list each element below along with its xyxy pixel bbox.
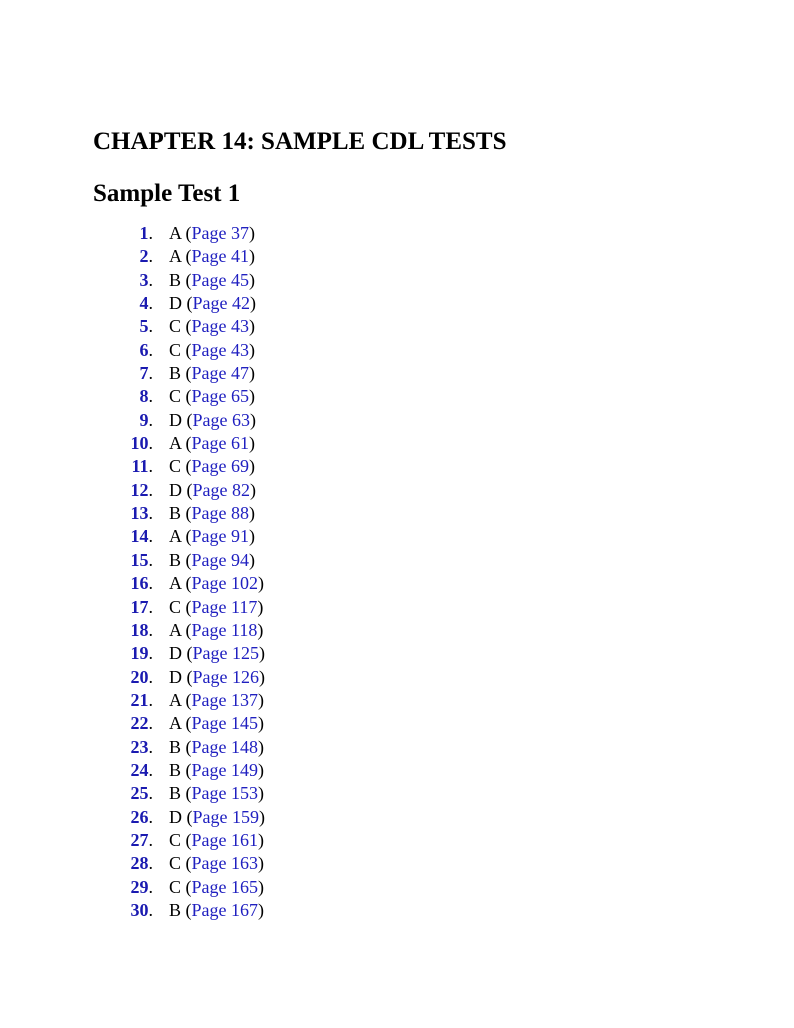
answer-number-period: . bbox=[148, 853, 153, 874]
close-paren: ) bbox=[249, 433, 256, 454]
open-paren: ( bbox=[181, 713, 192, 734]
answer-number-period: . bbox=[148, 503, 153, 524]
answer-body bbox=[169, 899, 264, 922]
answer-body bbox=[169, 782, 264, 805]
page-reference-link[interactable]: Page 118 bbox=[191, 619, 258, 640]
open-paren: ( bbox=[181, 853, 192, 874]
answer-letter: B bbox=[169, 549, 182, 570]
close-paren: ) bbox=[258, 713, 265, 734]
open-paren: ( bbox=[181, 736, 192, 757]
answer-number-period: . bbox=[148, 316, 153, 337]
page-reference-link[interactable]: Page 125 bbox=[192, 643, 259, 664]
answer-number-period: . bbox=[148, 806, 153, 827]
open-paren: ( bbox=[181, 526, 192, 547]
answer-body bbox=[169, 385, 255, 408]
answer-number-period: . bbox=[148, 269, 153, 290]
answer-number-marker bbox=[73, 269, 153, 292]
answer-letter: D bbox=[169, 293, 182, 314]
answer-number-period: . bbox=[148, 829, 153, 850]
open-paren: ( bbox=[181, 689, 192, 710]
answer-number: 29 bbox=[130, 876, 149, 897]
close-paren: ) bbox=[258, 573, 265, 594]
open-paren: ( bbox=[181, 269, 192, 290]
open-paren: ( bbox=[181, 386, 192, 407]
answer-number-period: . bbox=[148, 573, 153, 594]
answer-body bbox=[169, 362, 255, 385]
answer-number: 2 bbox=[139, 246, 149, 267]
answer-letter: D bbox=[169, 806, 182, 827]
answer-number-marker bbox=[73, 852, 153, 875]
answer-number: 3 bbox=[139, 269, 149, 290]
answer-letter: C bbox=[169, 339, 182, 360]
page-reference-link[interactable]: Page 117 bbox=[191, 596, 258, 617]
answer-number: 22 bbox=[130, 713, 149, 734]
answer-number: 30 bbox=[130, 899, 149, 920]
open-paren: ( bbox=[181, 433, 192, 454]
answer-body bbox=[169, 852, 264, 875]
answer-number-marker bbox=[73, 596, 153, 619]
answer-body bbox=[169, 432, 255, 455]
answer-body bbox=[169, 666, 265, 689]
close-paren: ) bbox=[249, 549, 256, 570]
open-paren: ( bbox=[182, 643, 193, 664]
page-reference-link[interactable]: Page 65 bbox=[191, 386, 250, 407]
page-reference-link[interactable]: Page 145 bbox=[191, 713, 259, 734]
close-paren: ) bbox=[249, 316, 256, 337]
answer-number-marker bbox=[73, 385, 153, 408]
answer-letter: A bbox=[169, 573, 182, 594]
answer-letter: D bbox=[169, 479, 182, 500]
answer-number-marker bbox=[73, 455, 153, 478]
answer-letter: C bbox=[169, 876, 182, 897]
answer-body bbox=[169, 572, 264, 595]
answer-number-marker bbox=[73, 759, 153, 782]
answer-number-period: . bbox=[148, 246, 153, 267]
page-reference-link[interactable]: Page 161 bbox=[191, 829, 259, 850]
close-paren: ) bbox=[258, 759, 265, 780]
page-reference-link[interactable]: Page 45 bbox=[191, 269, 250, 290]
answer-number-period: . bbox=[148, 713, 153, 734]
answer-number-marker bbox=[73, 619, 153, 642]
answer-letter: C bbox=[169, 316, 182, 337]
answer-number: 8 bbox=[139, 386, 149, 407]
answer-number: 6 bbox=[139, 339, 149, 360]
answer-number-period: . bbox=[148, 409, 153, 430]
answer-body bbox=[169, 806, 265, 829]
close-paren: ) bbox=[259, 806, 265, 827]
page-reference-link[interactable]: Page 91 bbox=[191, 526, 250, 547]
close-paren: ) bbox=[257, 619, 264, 640]
answer-number: 20 bbox=[130, 666, 149, 687]
answer-number: 21 bbox=[130, 689, 149, 710]
close-paren: ) bbox=[250, 479, 256, 500]
open-paren: ( bbox=[181, 503, 192, 524]
answer-number-marker bbox=[73, 642, 153, 665]
answer-number: 28 bbox=[130, 853, 149, 874]
answer-letter: A bbox=[169, 526, 182, 547]
open-paren: ( bbox=[181, 876, 192, 897]
close-paren: ) bbox=[258, 853, 265, 874]
page-reference-link[interactable]: Page 126 bbox=[192, 666, 259, 687]
open-paren: ( bbox=[181, 246, 192, 267]
answer-number: 23 bbox=[130, 736, 149, 757]
open-paren: ( bbox=[181, 899, 192, 920]
answer-body bbox=[169, 736, 264, 759]
open-paren: ( bbox=[182, 806, 193, 827]
answer-number-period: . bbox=[148, 223, 153, 243]
answer-number-period: . bbox=[148, 549, 153, 570]
answer-number: 25 bbox=[130, 783, 149, 804]
answer-body bbox=[169, 619, 263, 642]
answer-body bbox=[169, 712, 264, 735]
answer-letter: A bbox=[169, 246, 182, 267]
page-reference-link[interactable]: Page 43 bbox=[191, 339, 250, 360]
answer-body bbox=[169, 759, 264, 782]
answer-number: 15 bbox=[130, 549, 149, 570]
open-paren: ( bbox=[181, 783, 192, 804]
answer-number-period: . bbox=[148, 456, 153, 477]
answer-number-period: . bbox=[148, 386, 153, 407]
close-paren: ) bbox=[257, 596, 264, 617]
page-reference-link[interactable]: Page 42 bbox=[192, 293, 250, 314]
answer-number: 9 bbox=[139, 409, 149, 430]
answer-number-marker bbox=[73, 876, 153, 899]
answer-number-marker bbox=[73, 245, 153, 268]
answer-number: 12 bbox=[130, 479, 149, 500]
close-paren: ) bbox=[259, 643, 265, 664]
answer-number: 16 bbox=[130, 573, 149, 594]
answer-body bbox=[169, 455, 255, 478]
answer-number-period: . bbox=[148, 643, 153, 664]
answer-number: 11 bbox=[131, 456, 149, 477]
answer-number-period: . bbox=[148, 526, 153, 547]
page-reference-link[interactable]: Page 148 bbox=[191, 736, 259, 757]
answer-body bbox=[169, 339, 255, 362]
answer-letter: C bbox=[169, 853, 182, 874]
page-reference-link[interactable]: Page 43 bbox=[191, 316, 250, 337]
answer-number-marker bbox=[73, 432, 153, 455]
answer-number-marker bbox=[73, 222, 153, 245]
answer-number-marker bbox=[73, 572, 153, 595]
answer-number: 27 bbox=[130, 829, 149, 850]
page-reference-link[interactable]: Page 167 bbox=[191, 899, 259, 920]
answer-letter: C bbox=[169, 456, 182, 477]
answer-letter: B bbox=[169, 363, 182, 384]
answer-body bbox=[169, 269, 255, 292]
answer-number-marker bbox=[73, 292, 153, 315]
answer-number-marker bbox=[73, 689, 153, 712]
answer-body bbox=[169, 876, 264, 899]
answer-number-period: . bbox=[148, 736, 153, 757]
answer-number-marker bbox=[73, 362, 153, 385]
close-paren: ) bbox=[249, 526, 256, 547]
open-paren: ( bbox=[181, 619, 192, 640]
close-paren: ) bbox=[249, 246, 256, 267]
page-reference-link[interactable]: Page 47 bbox=[191, 363, 250, 384]
answer-letter: D bbox=[169, 643, 182, 664]
close-paren: ) bbox=[258, 689, 265, 710]
close-paren: ) bbox=[258, 876, 265, 897]
open-paren: ( bbox=[181, 363, 192, 384]
page-reference-link[interactable]: Page 41 bbox=[191, 246, 250, 267]
page-reference-link[interactable]: Page 137 bbox=[191, 689, 259, 710]
answer-number: 1 bbox=[139, 223, 149, 243]
answer-body bbox=[169, 479, 256, 502]
page-reference-link[interactable]: Page 163 bbox=[191, 853, 259, 874]
answer-body bbox=[169, 549, 255, 572]
answer-body bbox=[169, 642, 265, 665]
answer-number-period: . bbox=[148, 689, 153, 710]
page-reference-link[interactable]: Page 63 bbox=[192, 409, 250, 430]
answer-number-period: . bbox=[148, 433, 153, 454]
answer-number: 10 bbox=[130, 433, 149, 454]
answer-letter: B bbox=[169, 736, 182, 757]
answer-body bbox=[169, 525, 255, 548]
answer-body bbox=[169, 409, 256, 432]
close-paren: ) bbox=[249, 503, 256, 524]
open-paren: ( bbox=[181, 759, 192, 780]
open-paren: ( bbox=[181, 596, 192, 617]
answer-number-marker bbox=[73, 339, 153, 362]
answer-number-period: . bbox=[148, 619, 153, 640]
answer-number: 24 bbox=[130, 759, 149, 780]
page-reference-link[interactable]: Page 37 bbox=[191, 223, 250, 243]
answer-letter: A bbox=[169, 619, 182, 640]
answer-number: 18 bbox=[130, 619, 149, 640]
page-reference-link[interactable]: Page 94 bbox=[191, 549, 250, 570]
close-paren: ) bbox=[249, 339, 256, 360]
answer-number-marker bbox=[73, 736, 153, 759]
answer-letter: B bbox=[169, 759, 182, 780]
answer-number-period: . bbox=[148, 479, 153, 500]
answer-number-period: . bbox=[148, 293, 153, 314]
close-paren: ) bbox=[249, 269, 256, 290]
answer-body bbox=[169, 222, 255, 245]
answer-letter: D bbox=[169, 666, 182, 687]
close-paren: ) bbox=[249, 223, 256, 243]
section-title: Sample Test 1 bbox=[93, 180, 241, 207]
answer-number-period: . bbox=[148, 363, 153, 384]
answer-letter: D bbox=[169, 409, 182, 430]
page-reference-link[interactable]: Page 149 bbox=[191, 759, 259, 780]
open-paren: ( bbox=[181, 573, 192, 594]
page-reference-link[interactable]: Page 69 bbox=[191, 456, 250, 477]
answer-number: 4 bbox=[139, 293, 149, 314]
page-reference-link[interactable]: Page 61 bbox=[191, 433, 250, 454]
answer-number-marker bbox=[73, 525, 153, 548]
answer-number-marker bbox=[73, 315, 153, 338]
chapter-title: CHAPTER 14: SAMPLE CDL TESTS bbox=[93, 128, 507, 155]
answer-number-marker bbox=[73, 409, 153, 432]
answer-number: 17 bbox=[130, 596, 149, 617]
open-paren: ( bbox=[181, 456, 192, 477]
answer-number-marker bbox=[73, 666, 153, 689]
answer-letter: A bbox=[169, 433, 182, 454]
close-paren: ) bbox=[250, 409, 256, 430]
close-paren: ) bbox=[249, 386, 256, 407]
open-paren: ( bbox=[182, 479, 193, 500]
answer-number-period: . bbox=[148, 876, 153, 897]
page-reference-link[interactable]: Page 153 bbox=[191, 783, 259, 804]
open-paren: ( bbox=[181, 549, 192, 570]
open-paren: ( bbox=[181, 829, 192, 850]
answer-letter: A bbox=[169, 223, 182, 243]
answer-number: 13 bbox=[130, 503, 149, 524]
close-paren: ) bbox=[258, 783, 265, 804]
page-reference-link[interactable]: Page 82 bbox=[192, 479, 250, 500]
open-paren: ( bbox=[181, 223, 192, 243]
answer-number: 14 bbox=[130, 526, 149, 547]
open-paren: ( bbox=[182, 666, 193, 687]
answer-number: 26 bbox=[130, 806, 149, 827]
answer-number-period: . bbox=[148, 339, 153, 360]
answer-number-marker bbox=[73, 549, 153, 572]
answer-body bbox=[169, 596, 263, 619]
answer-body bbox=[169, 315, 255, 338]
answer-number-marker bbox=[73, 479, 153, 502]
open-paren: ( bbox=[181, 316, 192, 337]
page-reference-link[interactable]: Page 165 bbox=[191, 876, 259, 897]
open-paren: ( bbox=[182, 409, 193, 430]
answer-body bbox=[169, 829, 264, 852]
answer-number-period: . bbox=[148, 759, 153, 780]
answer-number-marker bbox=[73, 782, 153, 805]
close-paren: ) bbox=[249, 456, 256, 477]
answer-letter: A bbox=[169, 713, 182, 734]
answer-body bbox=[169, 502, 255, 525]
answer-number-marker bbox=[73, 502, 153, 525]
close-paren: ) bbox=[250, 293, 256, 314]
answer-letter: B bbox=[169, 503, 182, 524]
answer-number: 19 bbox=[130, 643, 149, 664]
page-reference-link[interactable]: Page 88 bbox=[191, 503, 250, 524]
answer-letter: B bbox=[169, 899, 182, 920]
page-reference-link[interactable]: Page 159 bbox=[192, 806, 259, 827]
answer-letter: A bbox=[169, 689, 182, 710]
answer-number: 5 bbox=[139, 316, 149, 337]
close-paren: ) bbox=[258, 899, 265, 920]
answer-body bbox=[169, 292, 256, 315]
answer-number: 7 bbox=[139, 363, 149, 384]
close-paren: ) bbox=[259, 666, 265, 687]
answer-number-period: . bbox=[148, 666, 153, 687]
open-paren: ( bbox=[181, 339, 192, 360]
answer-letter: B bbox=[169, 269, 182, 290]
answer-number-period: . bbox=[148, 596, 153, 617]
open-paren: ( bbox=[182, 293, 193, 314]
close-paren: ) bbox=[258, 829, 265, 850]
answer-letter: C bbox=[169, 386, 182, 407]
answer-number-marker bbox=[73, 829, 153, 852]
close-paren: ) bbox=[258, 736, 265, 757]
answer-letter: C bbox=[169, 829, 182, 850]
answer-number-period: . bbox=[148, 783, 153, 804]
answer-letter: C bbox=[169, 596, 182, 617]
page-reference-link[interactable]: Page 102 bbox=[191, 573, 259, 594]
close-paren: ) bbox=[249, 363, 256, 384]
answer-number-marker bbox=[73, 806, 153, 829]
answer-number-marker bbox=[73, 712, 153, 735]
answer-body bbox=[169, 245, 255, 268]
answer-letter: B bbox=[169, 783, 182, 804]
answer-number-period: . bbox=[148, 899, 153, 920]
answer-number-marker bbox=[73, 899, 153, 922]
answer-body bbox=[169, 689, 264, 712]
